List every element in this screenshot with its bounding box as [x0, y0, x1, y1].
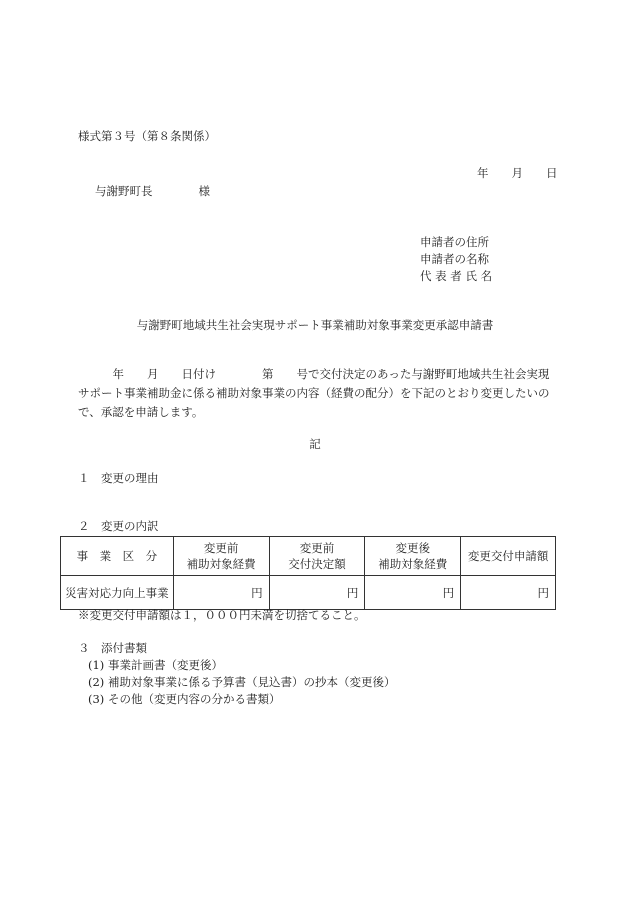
row-after-eligible-cost: 円 — [365, 576, 461, 610]
document-title: 与謝野町地域共生社会実現サポート事業補助対象事業変更承認申請書 — [136, 318, 494, 332]
header-after-eligible-cost: 変更後 補助対象経費 — [365, 537, 461, 576]
addressee: 与謝野町長 様 — [95, 184, 210, 198]
attachment-item-1: (1) 事業計画書（変更後） — [88, 658, 223, 672]
header-category: 事 業 区 分 — [61, 537, 174, 576]
section-2-heading: ２ 変更の内訳 — [78, 519, 159, 533]
table-note: ※変更交付申請額は１，０００円未満を切捨てること。 — [78, 608, 366, 622]
row-change-request-amount: 円 — [461, 576, 556, 610]
header-before-decided-amount: 変更前 交付決定額 — [269, 537, 365, 576]
body-text: 年 月 日付け 第 号で交付決定のあった与謝野町地域共生社会実現サポート事業補助金に係る補助対象事業の内容（経費の配分）を下記のとおり変更したいので、承認を申請します。 — [78, 367, 550, 419]
applicant-address-label: 申請者の住所 — [420, 235, 489, 249]
section-1-heading: １ 変更の理由 — [78, 471, 159, 485]
form-number: 様式第３号（第８条関係） — [78, 129, 216, 143]
applicant-name-label: 申請者の名称 — [420, 252, 489, 266]
applicant-representative-label: 代 表 者 氏 名 — [420, 269, 493, 283]
row-category: 災害対応力向上事業 — [61, 576, 174, 610]
breakdown-table — [60, 536, 556, 610]
date-line: 年 月 日 — [477, 166, 558, 180]
attachment-item-2: (2) 補助対象事業に係る予算書（見込書）の抄本（変更後） — [88, 675, 396, 689]
attachment-item-3: (3) その他（変更内容の分かる書類） — [88, 692, 281, 706]
table-row — [61, 576, 556, 610]
row-before-decided-amount: 円 — [269, 576, 365, 610]
row-before-eligible-cost: 円 — [173, 576, 269, 610]
header-change-request-amount: 変更交付申請額 — [461, 537, 556, 576]
header-before-eligible-cost: 変更前 補助対象経費 — [173, 537, 269, 576]
table-header-row — [61, 537, 556, 576]
ki-heading: 記 — [309, 437, 321, 451]
section-3-heading: ３ 添付書類 — [78, 641, 147, 655]
